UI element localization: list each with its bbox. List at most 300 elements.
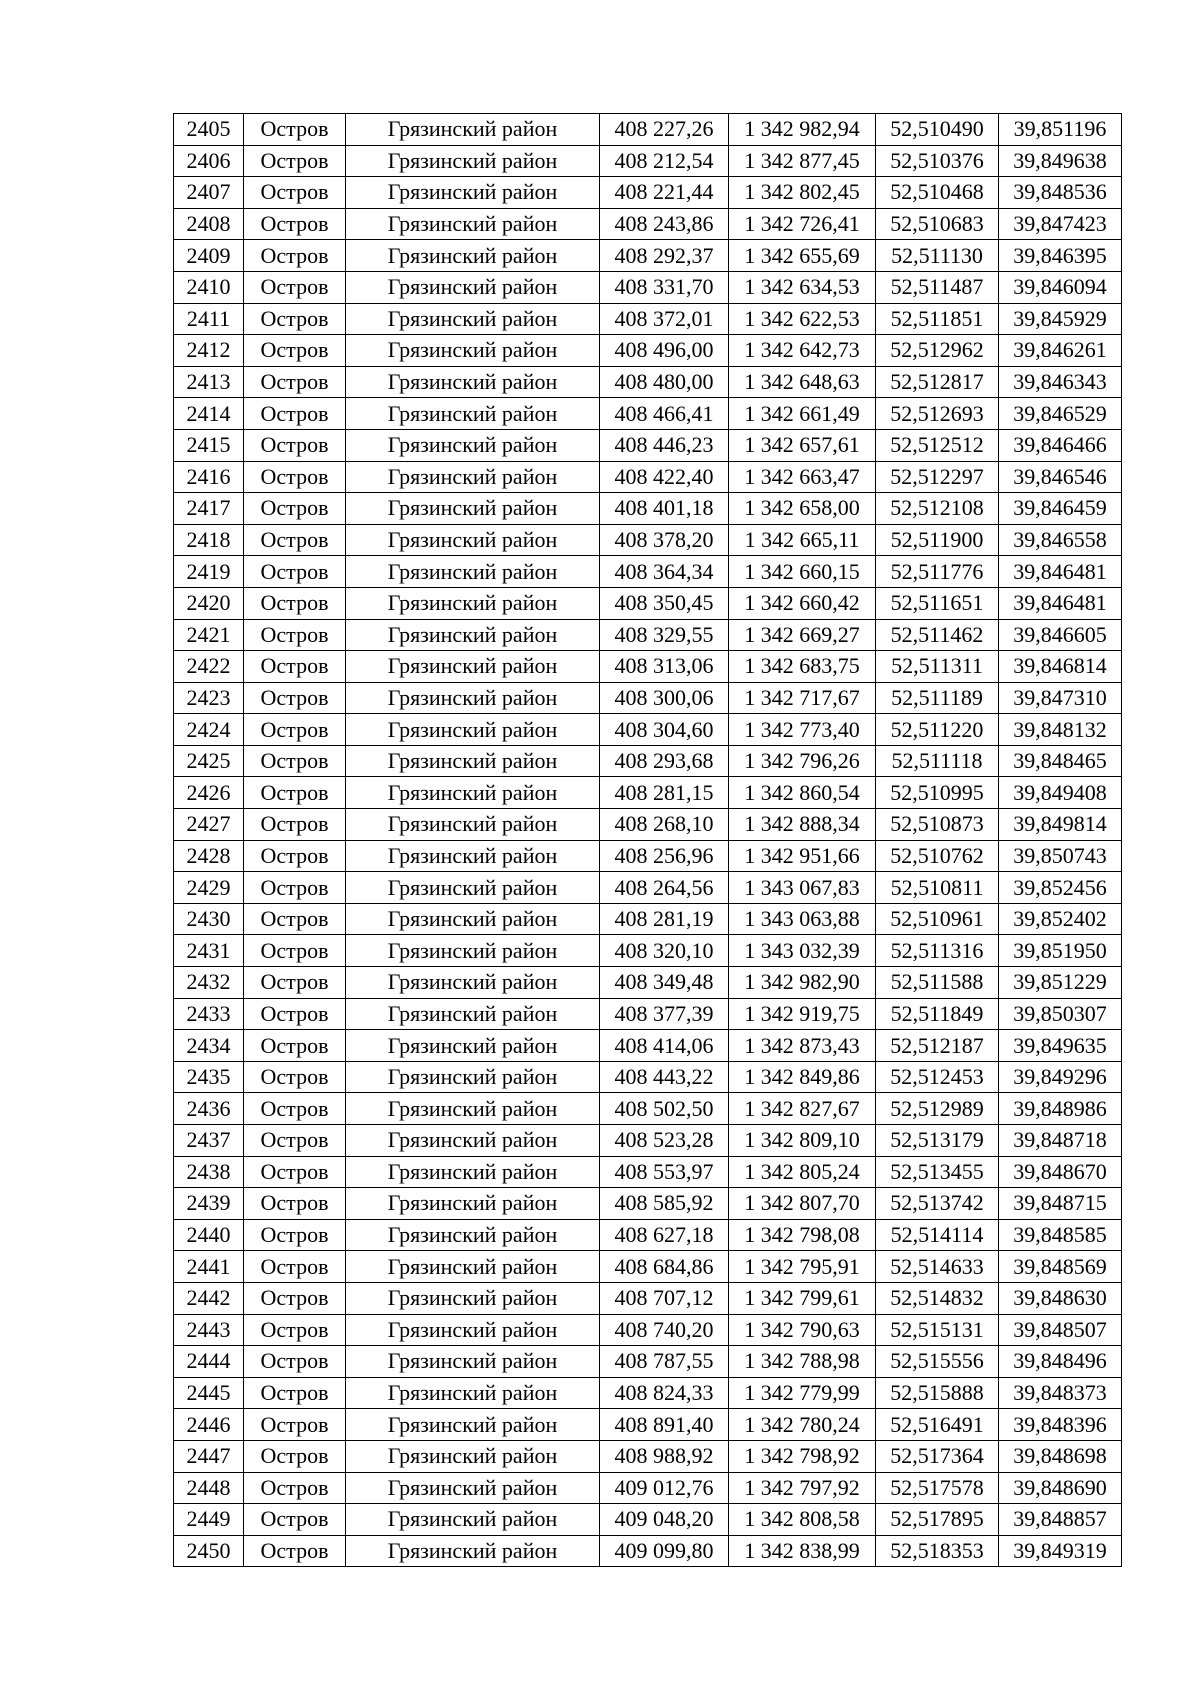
latitude-cell: 52,510873	[876, 809, 999, 841]
table-row	[174, 1472, 1122, 1504]
district-cell: Грязинский район	[346, 493, 600, 525]
point-number-cell: 2441	[174, 1251, 244, 1283]
object-name-cell: Остров	[244, 1061, 346, 1093]
y-coordinate-cell: 1 342 642,73	[729, 335, 876, 367]
longitude-cell: 39,848396	[999, 1409, 1122, 1441]
object-name-cell: Остров	[244, 556, 346, 588]
table-row	[174, 493, 1122, 525]
point-number-cell: 2431	[174, 935, 244, 967]
table-row	[174, 587, 1122, 619]
district-cell: Грязинский район	[346, 777, 600, 809]
district-cell: Грязинский район	[346, 1188, 600, 1220]
x-coordinate-cell: 408 313,06	[600, 651, 729, 683]
point-number-cell: 2446	[174, 1409, 244, 1441]
point-number-cell: 2409	[174, 240, 244, 272]
object-name-cell: Остров	[244, 271, 346, 303]
table-row	[174, 1440, 1122, 1472]
table-row	[174, 1409, 1122, 1441]
latitude-cell: 52,510995	[876, 777, 999, 809]
longitude-cell: 39,848569	[999, 1251, 1122, 1283]
longitude-cell: 39,848630	[999, 1282, 1122, 1314]
x-coordinate-cell: 408 523,28	[600, 1125, 729, 1157]
point-number-cell: 2419	[174, 556, 244, 588]
district-cell: Грязинский район	[346, 682, 600, 714]
x-coordinate-cell: 408 281,15	[600, 777, 729, 809]
latitude-cell: 52,515888	[876, 1377, 999, 1409]
latitude-cell: 52,512187	[876, 1030, 999, 1062]
x-coordinate-cell: 408 480,00	[600, 366, 729, 398]
longitude-cell: 39,847423	[999, 208, 1122, 240]
district-cell: Грязинский район	[346, 398, 600, 430]
table-row	[174, 1535, 1122, 1567]
object-name-cell: Остров	[244, 935, 346, 967]
point-number-cell: 2448	[174, 1472, 244, 1504]
table-row	[174, 1314, 1122, 1346]
x-coordinate-cell: 408 466,41	[600, 398, 729, 430]
table-row	[174, 177, 1122, 209]
latitude-cell: 52,516491	[876, 1409, 999, 1441]
latitude-cell: 52,510490	[876, 114, 999, 146]
longitude-cell: 39,848670	[999, 1156, 1122, 1188]
object-name-cell: Остров	[244, 1440, 346, 1472]
district-cell: Грязинский район	[346, 998, 600, 1030]
longitude-cell: 39,848507	[999, 1314, 1122, 1346]
y-coordinate-cell: 1 342 622,53	[729, 303, 876, 335]
district-cell: Грязинский район	[346, 1282, 600, 1314]
table-row	[174, 1282, 1122, 1314]
table-row	[174, 556, 1122, 588]
table-row	[174, 145, 1122, 177]
table-row	[174, 335, 1122, 367]
table-row	[174, 366, 1122, 398]
table-row	[174, 840, 1122, 872]
latitude-cell: 52,510683	[876, 208, 999, 240]
longitude-cell: 39,846605	[999, 619, 1122, 651]
latitude-cell: 52,517578	[876, 1472, 999, 1504]
y-coordinate-cell: 1 342 665,11	[729, 524, 876, 556]
point-number-cell: 2410	[174, 271, 244, 303]
point-number-cell: 2447	[174, 1440, 244, 1472]
object-name-cell: Остров	[244, 240, 346, 272]
y-coordinate-cell: 1 342 860,54	[729, 777, 876, 809]
y-coordinate-cell: 1 342 827,67	[729, 1093, 876, 1125]
object-name-cell: Остров	[244, 524, 346, 556]
y-coordinate-cell: 1 342 805,24	[729, 1156, 876, 1188]
latitude-cell: 52,510376	[876, 145, 999, 177]
y-coordinate-cell: 1 342 795,91	[729, 1251, 876, 1283]
district-cell: Грязинский район	[346, 1093, 600, 1125]
longitude-cell: 39,850307	[999, 998, 1122, 1030]
y-coordinate-cell: 1 342 888,34	[729, 809, 876, 841]
x-coordinate-cell: 408 684,86	[600, 1251, 729, 1283]
object-name-cell: Остров	[244, 493, 346, 525]
y-coordinate-cell: 1 342 683,75	[729, 651, 876, 683]
object-name-cell: Остров	[244, 1504, 346, 1536]
y-coordinate-cell: 1 342 798,08	[729, 1219, 876, 1251]
district-cell: Грязинский район	[346, 967, 600, 999]
longitude-cell: 39,848465	[999, 745, 1122, 777]
latitude-cell: 52,517364	[876, 1440, 999, 1472]
y-coordinate-cell: 1 342 809,10	[729, 1125, 876, 1157]
point-number-cell: 2425	[174, 745, 244, 777]
district-cell: Грязинский район	[346, 587, 600, 619]
y-coordinate-cell: 1 342 780,24	[729, 1409, 876, 1441]
x-coordinate-cell: 408 422,40	[600, 461, 729, 493]
district-cell: Грязинский район	[346, 114, 600, 146]
table-row	[174, 1188, 1122, 1220]
table-row	[174, 1219, 1122, 1251]
point-number-cell: 2428	[174, 840, 244, 872]
coordinates-table-body	[174, 114, 1122, 1567]
table-row	[174, 114, 1122, 146]
latitude-cell: 52,518353	[876, 1535, 999, 1567]
object-name-cell: Остров	[244, 398, 346, 430]
district-cell: Грязинский район	[346, 1346, 600, 1378]
district-cell: Грязинский район	[346, 1156, 600, 1188]
y-coordinate-cell: 1 342 802,45	[729, 177, 876, 209]
latitude-cell: 52,513742	[876, 1188, 999, 1220]
object-name-cell: Остров	[244, 619, 346, 651]
y-coordinate-cell: 1 343 063,88	[729, 903, 876, 935]
longitude-cell: 39,852456	[999, 872, 1122, 904]
latitude-cell: 52,511316	[876, 935, 999, 967]
object-name-cell: Остров	[244, 1188, 346, 1220]
district-cell: Грязинский район	[346, 461, 600, 493]
latitude-cell: 52,515556	[876, 1346, 999, 1378]
y-coordinate-cell: 1 342 717,67	[729, 682, 876, 714]
object-name-cell: Остров	[244, 967, 346, 999]
point-number-cell: 2426	[174, 777, 244, 809]
point-number-cell: 2437	[174, 1125, 244, 1157]
y-coordinate-cell: 1 342 658,00	[729, 493, 876, 525]
table-row	[174, 998, 1122, 1030]
x-coordinate-cell: 408 320,10	[600, 935, 729, 967]
x-coordinate-cell: 408 824,33	[600, 1377, 729, 1409]
y-coordinate-cell: 1 342 655,69	[729, 240, 876, 272]
y-coordinate-cell: 1 342 657,61	[729, 429, 876, 461]
district-cell: Грязинский район	[346, 556, 600, 588]
x-coordinate-cell: 408 585,92	[600, 1188, 729, 1220]
longitude-cell: 39,848373	[999, 1377, 1122, 1409]
district-cell: Грязинский район	[346, 208, 600, 240]
latitude-cell: 52,511130	[876, 240, 999, 272]
point-number-cell: 2412	[174, 335, 244, 367]
x-coordinate-cell: 408 227,26	[600, 114, 729, 146]
table-row	[174, 1251, 1122, 1283]
coordinates-table	[173, 113, 1122, 1567]
latitude-cell: 52,512989	[876, 1093, 999, 1125]
table-row	[174, 208, 1122, 240]
longitude-cell: 39,846546	[999, 461, 1122, 493]
table-row	[174, 619, 1122, 651]
longitude-cell: 39,848857	[999, 1504, 1122, 1536]
longitude-cell: 39,846529	[999, 398, 1122, 430]
point-number-cell: 2449	[174, 1504, 244, 1536]
longitude-cell: 39,846558	[999, 524, 1122, 556]
latitude-cell: 52,511900	[876, 524, 999, 556]
longitude-cell: 39,848718	[999, 1125, 1122, 1157]
object-name-cell: Остров	[244, 1030, 346, 1062]
district-cell: Грязинский район	[346, 271, 600, 303]
y-coordinate-cell: 1 342 849,86	[729, 1061, 876, 1093]
latitude-cell: 52,511776	[876, 556, 999, 588]
latitude-cell: 52,514114	[876, 1219, 999, 1251]
x-coordinate-cell: 408 281,19	[600, 903, 729, 935]
longitude-cell: 39,849814	[999, 809, 1122, 841]
y-coordinate-cell: 1 342 790,63	[729, 1314, 876, 1346]
x-coordinate-cell: 408 331,70	[600, 271, 729, 303]
district-cell: Грязинский район	[346, 840, 600, 872]
object-name-cell: Остров	[244, 1251, 346, 1283]
object-name-cell: Остров	[244, 1219, 346, 1251]
district-cell: Грязинский район	[346, 745, 600, 777]
point-number-cell: 2405	[174, 114, 244, 146]
district-cell: Грязинский район	[346, 1409, 600, 1441]
point-number-cell: 2427	[174, 809, 244, 841]
y-coordinate-cell: 1 342 773,40	[729, 714, 876, 746]
district-cell: Грязинский район	[346, 1125, 600, 1157]
point-number-cell: 2406	[174, 145, 244, 177]
object-name-cell: Остров	[244, 1377, 346, 1409]
latitude-cell: 52,513455	[876, 1156, 999, 1188]
latitude-cell: 52,511487	[876, 271, 999, 303]
longitude-cell: 39,849319	[999, 1535, 1122, 1567]
x-coordinate-cell: 408 377,39	[600, 998, 729, 1030]
table-row	[174, 872, 1122, 904]
x-coordinate-cell: 408 364,34	[600, 556, 729, 588]
point-number-cell: 2444	[174, 1346, 244, 1378]
district-cell: Грязинский район	[346, 303, 600, 335]
object-name-cell: Остров	[244, 303, 346, 335]
latitude-cell: 52,511851	[876, 303, 999, 335]
longitude-cell: 39,852402	[999, 903, 1122, 935]
y-coordinate-cell: 1 342 660,15	[729, 556, 876, 588]
latitude-cell: 52,511118	[876, 745, 999, 777]
latitude-cell: 52,510468	[876, 177, 999, 209]
table-row	[174, 1030, 1122, 1062]
district-cell: Грязинский район	[346, 1061, 600, 1093]
point-number-cell: 2422	[174, 651, 244, 683]
point-number-cell: 2414	[174, 398, 244, 430]
y-coordinate-cell: 1 342 660,42	[729, 587, 876, 619]
district-cell: Грязинский район	[346, 809, 600, 841]
district-cell: Грязинский район	[346, 1377, 600, 1409]
district-cell: Грязинский район	[346, 1314, 600, 1346]
district-cell: Грязинский район	[346, 1030, 600, 1062]
longitude-cell: 39,847310	[999, 682, 1122, 714]
longitude-cell: 39,848698	[999, 1440, 1122, 1472]
object-name-cell: Остров	[244, 1125, 346, 1157]
x-coordinate-cell: 409 048,20	[600, 1504, 729, 1536]
y-coordinate-cell: 1 342 951,66	[729, 840, 876, 872]
x-coordinate-cell: 408 988,92	[600, 1440, 729, 1472]
latitude-cell: 52,512453	[876, 1061, 999, 1093]
district-cell: Грязинский район	[346, 1440, 600, 1472]
longitude-cell: 39,846481	[999, 556, 1122, 588]
y-coordinate-cell: 1 343 032,39	[729, 935, 876, 967]
object-name-cell: Остров	[244, 903, 346, 935]
point-number-cell: 2434	[174, 1030, 244, 1062]
table-row	[174, 1377, 1122, 1409]
table-row	[174, 967, 1122, 999]
longitude-cell: 39,848536	[999, 177, 1122, 209]
y-coordinate-cell: 1 342 919,75	[729, 998, 876, 1030]
longitude-cell: 39,846481	[999, 587, 1122, 619]
point-number-cell: 2438	[174, 1156, 244, 1188]
latitude-cell: 52,517895	[876, 1504, 999, 1536]
point-number-cell: 2413	[174, 366, 244, 398]
object-name-cell: Остров	[244, 1535, 346, 1567]
object-name-cell: Остров	[244, 840, 346, 872]
x-coordinate-cell: 408 212,54	[600, 145, 729, 177]
point-number-cell: 2450	[174, 1535, 244, 1567]
x-coordinate-cell: 409 012,76	[600, 1472, 729, 1504]
object-name-cell: Остров	[244, 998, 346, 1030]
latitude-cell: 52,511651	[876, 587, 999, 619]
longitude-cell: 39,849296	[999, 1061, 1122, 1093]
x-coordinate-cell: 408 496,00	[600, 335, 729, 367]
longitude-cell: 39,851196	[999, 114, 1122, 146]
latitude-cell: 52,510811	[876, 872, 999, 904]
x-coordinate-cell: 408 443,22	[600, 1061, 729, 1093]
latitude-cell: 52,512512	[876, 429, 999, 461]
y-coordinate-cell: 1 342 797,92	[729, 1472, 876, 1504]
table-row	[174, 682, 1122, 714]
object-name-cell: Остров	[244, 651, 346, 683]
latitude-cell: 52,511311	[876, 651, 999, 683]
point-number-cell: 2440	[174, 1219, 244, 1251]
point-number-cell: 2418	[174, 524, 244, 556]
longitude-cell: 39,850743	[999, 840, 1122, 872]
x-coordinate-cell: 408 304,60	[600, 714, 729, 746]
y-coordinate-cell: 1 342 788,98	[729, 1346, 876, 1378]
object-name-cell: Остров	[244, 1314, 346, 1346]
longitude-cell: 39,848496	[999, 1346, 1122, 1378]
table-row	[174, 398, 1122, 430]
point-number-cell: 2423	[174, 682, 244, 714]
point-number-cell: 2429	[174, 872, 244, 904]
district-cell: Грязинский район	[346, 1219, 600, 1251]
longitude-cell: 39,851229	[999, 967, 1122, 999]
latitude-cell: 52,512693	[876, 398, 999, 430]
table-row	[174, 240, 1122, 272]
point-number-cell: 2443	[174, 1314, 244, 1346]
object-name-cell: Остров	[244, 809, 346, 841]
latitude-cell: 52,512817	[876, 366, 999, 398]
object-name-cell: Остров	[244, 429, 346, 461]
object-name-cell: Остров	[244, 777, 346, 809]
x-coordinate-cell: 408 329,55	[600, 619, 729, 651]
table-row	[174, 271, 1122, 303]
table-row	[174, 1061, 1122, 1093]
y-coordinate-cell: 1 342 796,26	[729, 745, 876, 777]
point-number-cell: 2420	[174, 587, 244, 619]
latitude-cell: 52,512297	[876, 461, 999, 493]
y-coordinate-cell: 1 342 798,92	[729, 1440, 876, 1472]
x-coordinate-cell: 408 787,55	[600, 1346, 729, 1378]
point-number-cell: 2421	[174, 619, 244, 651]
y-coordinate-cell: 1 342 877,45	[729, 145, 876, 177]
y-coordinate-cell: 1 342 982,94	[729, 114, 876, 146]
object-name-cell: Остров	[244, 366, 346, 398]
table-row	[174, 714, 1122, 746]
y-coordinate-cell: 1 342 663,47	[729, 461, 876, 493]
object-name-cell: Остров	[244, 682, 346, 714]
latitude-cell: 52,511588	[876, 967, 999, 999]
y-coordinate-cell: 1 342 982,90	[729, 967, 876, 999]
y-coordinate-cell: 1 342 807,70	[729, 1188, 876, 1220]
object-name-cell: Остров	[244, 335, 346, 367]
object-name-cell: Остров	[244, 177, 346, 209]
point-number-cell: 2415	[174, 429, 244, 461]
district-cell: Грязинский район	[346, 1251, 600, 1283]
longitude-cell: 39,846261	[999, 335, 1122, 367]
district-cell: Грязинский район	[346, 1472, 600, 1504]
point-number-cell: 2407	[174, 177, 244, 209]
latitude-cell: 52,513179	[876, 1125, 999, 1157]
table-row	[174, 935, 1122, 967]
district-cell: Грязинский район	[346, 429, 600, 461]
object-name-cell: Остров	[244, 1346, 346, 1378]
longitude-cell: 39,849638	[999, 145, 1122, 177]
object-name-cell: Остров	[244, 114, 346, 146]
x-coordinate-cell: 408 350,45	[600, 587, 729, 619]
object-name-cell: Остров	[244, 145, 346, 177]
longitude-cell: 39,848986	[999, 1093, 1122, 1125]
x-coordinate-cell: 408 627,18	[600, 1219, 729, 1251]
table-row	[174, 809, 1122, 841]
longitude-cell: 39,849408	[999, 777, 1122, 809]
longitude-cell: 39,849635	[999, 1030, 1122, 1062]
object-name-cell: Остров	[244, 1409, 346, 1441]
x-coordinate-cell: 408 414,06	[600, 1030, 729, 1062]
x-coordinate-cell: 409 099,80	[600, 1535, 729, 1567]
y-coordinate-cell: 1 343 067,83	[729, 872, 876, 904]
longitude-cell: 39,846395	[999, 240, 1122, 272]
object-name-cell: Остров	[244, 587, 346, 619]
point-number-cell: 2439	[174, 1188, 244, 1220]
x-coordinate-cell: 408 293,68	[600, 745, 729, 777]
point-number-cell: 2430	[174, 903, 244, 935]
longitude-cell: 39,846459	[999, 493, 1122, 525]
latitude-cell: 52,510961	[876, 903, 999, 935]
longitude-cell: 39,851950	[999, 935, 1122, 967]
x-coordinate-cell: 408 243,86	[600, 208, 729, 240]
latitude-cell: 52,511462	[876, 619, 999, 651]
object-name-cell: Остров	[244, 1156, 346, 1188]
table-row	[174, 745, 1122, 777]
x-coordinate-cell: 408 264,56	[600, 872, 729, 904]
object-name-cell: Остров	[244, 745, 346, 777]
table-row	[174, 1346, 1122, 1378]
longitude-cell: 39,846466	[999, 429, 1122, 461]
table-row	[174, 461, 1122, 493]
district-cell: Грязинский район	[346, 366, 600, 398]
x-coordinate-cell: 408 740,20	[600, 1314, 729, 1346]
table-row	[174, 1125, 1122, 1157]
district-cell: Грязинский район	[346, 651, 600, 683]
object-name-cell: Остров	[244, 1282, 346, 1314]
object-name-cell: Остров	[244, 714, 346, 746]
table-row	[174, 1504, 1122, 1536]
object-name-cell: Остров	[244, 872, 346, 904]
point-number-cell: 2408	[174, 208, 244, 240]
longitude-cell: 39,848715	[999, 1188, 1122, 1220]
point-number-cell: 2417	[174, 493, 244, 525]
district-cell: Грязинский район	[346, 524, 600, 556]
district-cell: Грязинский район	[346, 872, 600, 904]
point-number-cell: 2436	[174, 1093, 244, 1125]
